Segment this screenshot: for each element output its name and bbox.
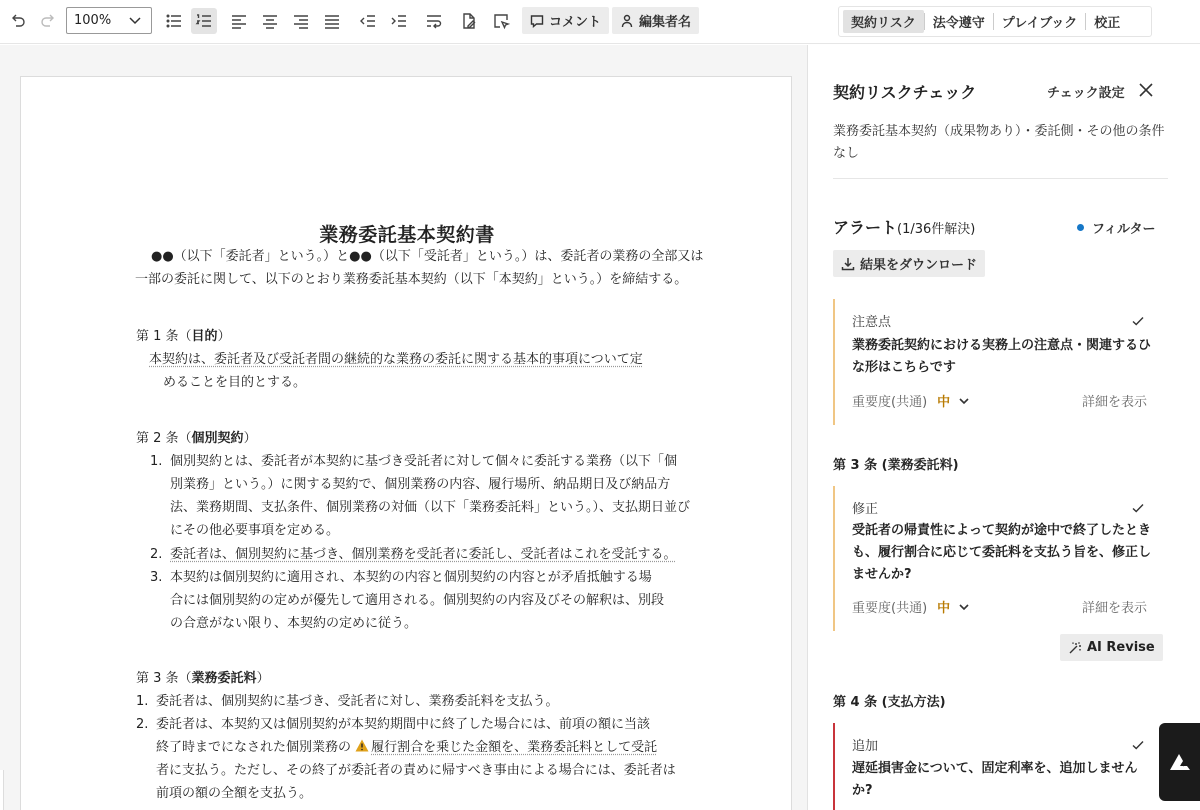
intro-line: 一部の委託に関して、以下のとおり業務委託基本契約（以下「本契約」という。）を締結する。 bbox=[135, 272, 688, 287]
list-number: 2. bbox=[150, 547, 163, 562]
alert-type: 修正 bbox=[852, 502, 879, 517]
scroll-edge bbox=[0, 770, 4, 810]
list-line-text: 委託者は、個別契約に基づき、個別業務を受託者に委託し、受託者はこれを受託する。 bbox=[170, 547, 677, 562]
risk-check-panel bbox=[809, 45, 1200, 810]
article-heading-title: 個別契約 bbox=[191, 431, 244, 446]
article-heading-suffix: ） bbox=[243, 431, 257, 446]
align-center-icon[interactable] bbox=[257, 8, 283, 34]
indent-icon[interactable] bbox=[386, 8, 412, 34]
alert-message: 業務委託契約における実務上の注意点・関連するひな形はこちらです bbox=[852, 338, 1152, 375]
alerts-count: (1/36件解決) bbox=[897, 222, 976, 237]
article-2-heading bbox=[136, 427, 257, 450]
list-line bbox=[156, 736, 706, 759]
article-line-text: 本契約は、委託者及び受託者間の継続的な業務の委託に関する基本的事項について定 bbox=[149, 352, 643, 367]
chevron-down-icon bbox=[958, 601, 970, 613]
redo-icon[interactable] bbox=[35, 8, 61, 34]
alert-message: 受託者の帰責性によって契約が途中で終了したときも、履行割合に応じて委託料を支払う旨を、修正しませんか? bbox=[852, 523, 1152, 582]
article-3-heading bbox=[136, 667, 270, 690]
alert-type: 追加 bbox=[852, 739, 879, 754]
check-icon[interactable] bbox=[1131, 313, 1145, 327]
intro-line: ●●（以下「委託者」という。）と●●（以下「受託者」という。）は、委託者の業務の全部又は bbox=[151, 249, 704, 264]
alerts-heading bbox=[833, 215, 975, 238]
alert-card[interactable] bbox=[833, 723, 1155, 810]
article-heading-title: 業務委託料 bbox=[191, 671, 257, 686]
intro-paragraph bbox=[135, 245, 709, 291]
magic-wand-icon bbox=[1068, 641, 1082, 655]
comment-icon bbox=[530, 14, 544, 28]
zoom-select[interactable] bbox=[66, 7, 152, 34]
editor-name-label: 編集者名 bbox=[639, 15, 692, 30]
comment-button[interactable] bbox=[522, 7, 609, 34]
zoom-value: 100% bbox=[74, 13, 112, 28]
alerts-title: アラート bbox=[833, 218, 898, 237]
article-1-heading bbox=[136, 325, 231, 348]
download-results-button[interactable] bbox=[833, 250, 985, 277]
list-number: 2. bbox=[136, 717, 149, 732]
list-line bbox=[170, 543, 710, 566]
list-line: 委託者は、本契約又は個別契約が本契約期間中に終了した場合には、前項の額に当該 bbox=[156, 717, 651, 732]
list-item bbox=[170, 450, 710, 542]
list-line: の合意がない限り、本契約の定めに従う。 bbox=[170, 616, 418, 631]
article-heading-prefix: 第 2 条（ bbox=[136, 431, 192, 446]
document-area bbox=[0, 45, 808, 810]
alert-card[interactable] bbox=[833, 486, 1155, 631]
editor-name-button[interactable] bbox=[612, 7, 699, 34]
download-icon bbox=[841, 257, 855, 271]
list-item bbox=[156, 690, 706, 713]
list-number: 3. bbox=[150, 570, 163, 585]
article-heading-suffix: ） bbox=[256, 671, 270, 686]
outdent-icon[interactable] bbox=[355, 8, 381, 34]
article-1-body bbox=[149, 348, 709, 394]
list-line: 個別契約とは、委託者が本契約に基づき受託者に対して個々に委託する業務（以下「個 bbox=[170, 454, 678, 469]
document-title: 業務委託基本契約書 bbox=[319, 224, 495, 246]
list-line: 者に支払う。ただし、その終了が委託者の責めに帰すべき事由による場合には、委託者は bbox=[156, 763, 676, 778]
bullet-list-icon[interactable] bbox=[161, 8, 187, 34]
article-heading-title: 目的 bbox=[191, 329, 218, 344]
tab-proofreading[interactable]: 校正 bbox=[1094, 16, 1121, 31]
panel-tabs bbox=[838, 6, 1152, 37]
comment-label: コメント bbox=[549, 15, 602, 30]
filter-button[interactable] bbox=[1077, 218, 1155, 237]
list-item bbox=[156, 713, 706, 805]
ai-revise-button[interactable] bbox=[1060, 634, 1163, 661]
panel-title: 契約リスクチェック bbox=[833, 83, 977, 102]
close-icon[interactable] bbox=[1137, 81, 1155, 99]
show-details-link[interactable]: 詳細を表示 bbox=[1082, 395, 1148, 410]
severity-selector[interactable] bbox=[852, 597, 970, 616]
filter-label: フィルター bbox=[1092, 222, 1156, 237]
alert-article-heading: 第 3 条 (業務委託料) bbox=[833, 458, 959, 473]
assistant-launcher-button[interactable] bbox=[1159, 723, 1200, 801]
severity-label: 重要度(共通) bbox=[852, 601, 928, 616]
list-line: 合には個別契約の定めが優先して適用される。個別契約の内容及びその解釈は、別段 bbox=[170, 593, 665, 608]
brand-logo-icon bbox=[1167, 749, 1193, 775]
text-wrap-icon[interactable] bbox=[421, 8, 447, 34]
check-icon[interactable] bbox=[1131, 737, 1145, 751]
alert-message: 遅延損害金について、固定利率を、追加しませんか? bbox=[852, 761, 1138, 798]
article-line bbox=[149, 348, 709, 371]
chevron-down-icon bbox=[958, 395, 970, 407]
severity-level: 中 bbox=[937, 395, 951, 410]
check-settings-button[interactable]: チェック設定 bbox=[1047, 86, 1125, 101]
select-area-icon[interactable] bbox=[488, 8, 514, 34]
article-heading-suffix: ） bbox=[217, 329, 231, 344]
tab-contract-risk[interactable]: 契約リスク bbox=[843, 10, 924, 33]
list-line-text: 履行割合を乗じた金額を、業務委託料として受託 bbox=[371, 740, 658, 755]
ai-revise-label: AI Revise bbox=[1087, 640, 1155, 655]
severity-level: 中 bbox=[937, 601, 951, 616]
show-details-link[interactable]: 詳細を表示 bbox=[1082, 601, 1148, 616]
list-number: 1. bbox=[136, 694, 149, 709]
align-left-icon[interactable] bbox=[226, 8, 252, 34]
list-line: 委託者は、個別契約に基づき、受託者に対し、業務委託料を支払う。 bbox=[156, 694, 559, 709]
download-label: 結果をダウンロード bbox=[860, 258, 978, 273]
document-page[interactable] bbox=[20, 76, 792, 810]
align-right-icon[interactable] bbox=[288, 8, 314, 34]
list-item bbox=[170, 566, 710, 635]
list-line: 本契約は個別契約に適用され、本契約の内容と個別契約の内容とが矛盾抵触する場 bbox=[170, 570, 652, 585]
list-line: にその他必要事項を定める。 bbox=[170, 523, 340, 538]
undo-icon[interactable] bbox=[5, 8, 31, 34]
numbered-list-icon[interactable] bbox=[191, 8, 217, 34]
contract-conditions: 業務委託基本契約（成果物あり）・委託側・その他の条件なし bbox=[833, 124, 1165, 161]
alert-card[interactable] bbox=[833, 299, 1155, 425]
tab-legal-compliance[interactable]: 法令遵守 bbox=[932, 16, 985, 31]
warning-icon[interactable] bbox=[355, 739, 369, 752]
align-justify-icon[interactable] bbox=[319, 8, 345, 34]
alert-type: 注意点 bbox=[852, 315, 892, 330]
chevron-down-icon bbox=[129, 16, 141, 26]
list-line: 前項の額の全額を支払う。 bbox=[156, 786, 313, 801]
divider bbox=[833, 178, 1168, 179]
list-line: 法、業務期間、支払条件、個別業務の対価（以下「業務委託料」という。）、支払期日並び bbox=[170, 500, 691, 515]
filter-active-dot bbox=[1077, 224, 1084, 231]
article-line: めることを目的とする。 bbox=[163, 375, 307, 390]
article-heading-prefix: 第 3 条（ bbox=[136, 671, 192, 686]
article-heading-prefix: 第 1 条（ bbox=[136, 329, 192, 344]
list-item bbox=[170, 543, 710, 566]
document-edit-icon[interactable] bbox=[456, 8, 482, 34]
list-line-text: 終了時までになされた個別業務の bbox=[156, 740, 352, 755]
tab-playbook[interactable]: プレイブック bbox=[1001, 16, 1078, 31]
toolbar bbox=[0, 0, 1200, 44]
check-icon[interactable] bbox=[1131, 500, 1145, 514]
person-icon bbox=[620, 14, 634, 28]
list-number: 1. bbox=[150, 454, 163, 469]
severity-label: 重要度(共通) bbox=[852, 395, 928, 410]
alert-article-heading: 第 4 条 (支払方法) bbox=[833, 695, 946, 710]
list-line: 別業務」という。）に関する契約で、個別業務の内容、履行場所、納品期日及び納品方 bbox=[170, 477, 671, 492]
severity-selector[interactable] bbox=[852, 391, 970, 410]
